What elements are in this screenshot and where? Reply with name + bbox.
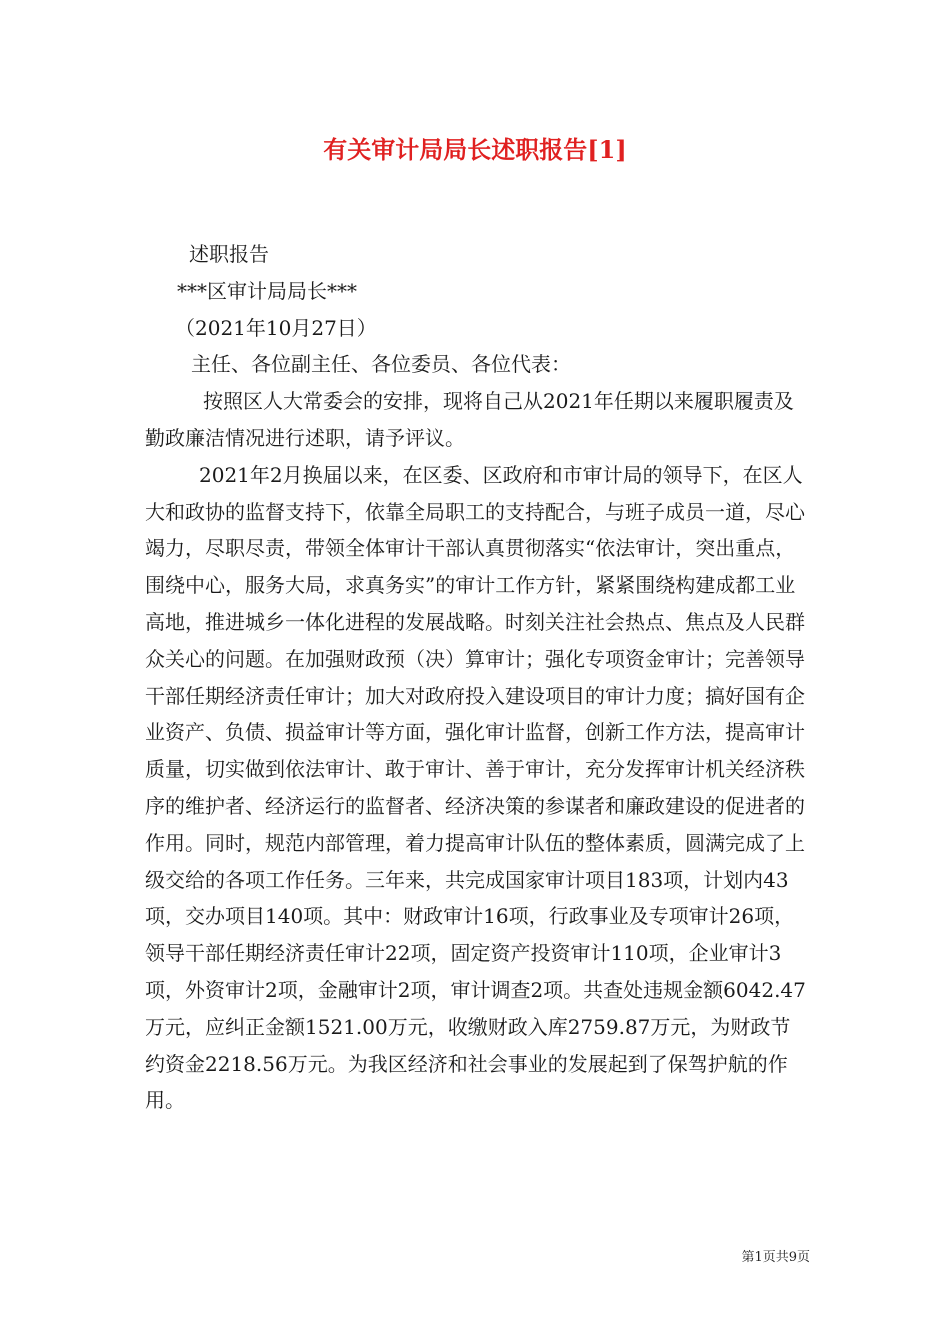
report-date: （2021年10月27日）	[175, 315, 377, 340]
document-title: 有关审计局局长述职报告[1]	[323, 135, 627, 164]
paragraph-main: 2021年2月换届以来，在区委、区政府和市审计局的领导下，在区人大和政协的监督支持下，依靠全局职工的支持配合，与班子成员一道，尽心竭力，尽职尽责，带领全体审计干部认真贯彻落实“依法审计，突出重点，围绕中心，服务大局，求真务实”的审计工作方针，紧紧围绕构建成都工业高地，推进城乡一体化进程的发展战略。时刻关注社会热点、焦点及人民群众关心的问题。在加强财政预（决）算审计；强化专项资金审计；完善领导干部任期经济责任审计；加大对政府投入建设项目的审计力度；搞好国有企业资产、负债、损益审计等方面，强化审计监督，创新工作方法，提高审计质量，切实做到依法审计、敢于审计、善于审计，充分发挥审计机关经济秩序的维护者、经济运行的监督者、经济决策的参谋者和廉政建设的促进者的作用。同时，规范内部管理，着力提高审计队伍的整体素质，圆满完成了上级交给的各项工作任务。三年来，共完成国家审计项目183项，计划内43项，交办项目140项。其中：财政审计16项，行政事业及专项审计26项，领导干部任期经济责任审计22项，固定资产投资审计110项，企业审计3项，外资审计2项，金融审计2项，审计调查2项。共查处违规金额6042.47万元，应纠正金额1521.00万元，收缴财政入库2759.87万元，为财政节约资金2218.56万元。为我区经济和社会事业的发展起到了保驾护航的作用。	[145, 462, 806, 1113]
report-author: ***区审计局局长***	[177, 278, 357, 303]
report-salutation: 主任、各位副主任、各位委员、各位代表：	[191, 352, 571, 377]
report-heading: 述职报告	[189, 242, 269, 266]
document-body	[145, 236, 810, 1119]
page-indicator: 第1页共9页	[741, 1250, 810, 1265]
paragraph-intro: 按照区人大常委会的安排，现将自己从2021年任期以来履职履责及勤政廉洁情况进行述职，请予评议。	[145, 389, 794, 450]
